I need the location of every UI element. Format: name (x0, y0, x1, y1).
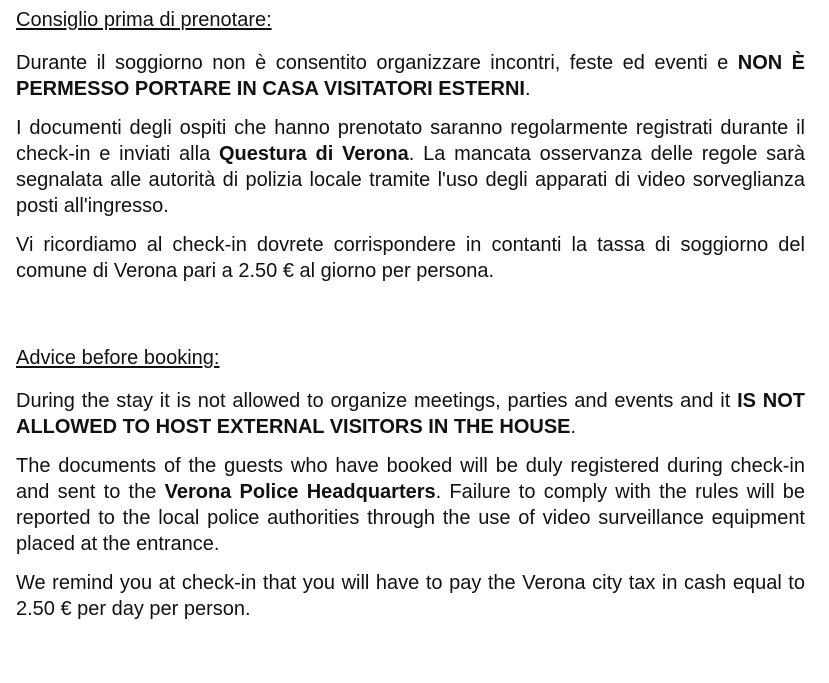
italian-documents-text-1: I documenti degli ospiti che hanno prenotato saranno regolarmente registrati durante il check-in e inviati alla (16, 117, 805, 165)
english-heading: Advice before booking: (16, 347, 220, 369)
italian-rules-end: . (524, 78, 531, 100)
english-documents-bold: Verona Police Headquarters (164, 481, 436, 503)
english-rules-bold: IS NOT ALLOWED TO HOST EXTERNAL VISITORS IN THE HOUSE (16, 390, 805, 438)
italian-paragraph-rules (16, 50, 805, 102)
italian-documents-bold: Questura di Verona (218, 143, 409, 165)
english-rules-text: During the stay it is not allowed to organize meetings, parties and events and it (16, 390, 738, 412)
italian-paragraph-documents (16, 115, 805, 219)
english-paragraph-tax: We remind you at check-in that you will have to pay the Verona city tax in cash equal to 2.50 € per day per person. (16, 572, 805, 620)
english-paragraph-documents (16, 453, 805, 557)
english-documents-text-2: . Failure to comply with the rules will be reported to the local police authorities through the use of video surveillance equipment placed at the entrance. (16, 481, 805, 555)
italian-heading: Consiglio prima di prenotare: (16, 9, 272, 31)
italian-documents-text-2: . La mancata osservanza delle regole sarà segnalata alle autorità di polizia locale tramite l'uso degli apparati di video sorveglianza posti all'ingresso. (16, 143, 805, 217)
italian-paragraph-tax: Vi ricordiamo al check-in dovrete corrispondere in contanti la tassa di soggiorno del comune di Verona pari a 2.50 € al giorno per persona. (16, 234, 805, 282)
english-paragraph-rules (16, 388, 805, 440)
italian-rules-text: Durante il soggiorno non è consentito organizzare incontri, feste ed eventi e (16, 52, 738, 74)
section-spacer (16, 297, 805, 345)
english-documents-text-1: The documents of the guests who have booked will be duly registered during check-in and sent to the (16, 455, 805, 503)
english-rules-end: . (570, 416, 577, 438)
italian-rules-bold: NON È PERMESSO PORTARE IN CASA VISITATORI ESTERNI (16, 52, 805, 100)
